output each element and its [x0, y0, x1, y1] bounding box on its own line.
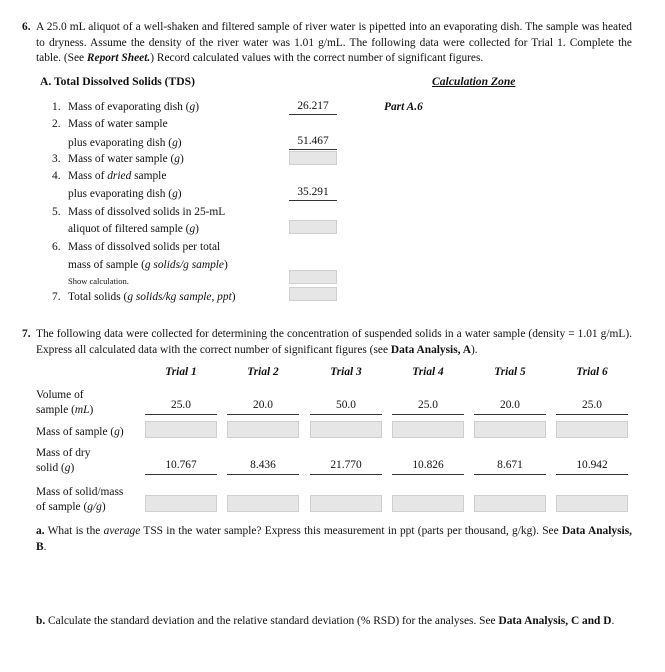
dry-solid-cell: 10.826	[412, 459, 444, 471]
volume-cell: 25.0	[582, 399, 602, 411]
dry-solid-cell: 10.942	[576, 459, 608, 471]
dry-solid-underline	[474, 474, 546, 475]
dry-solid-underline	[310, 474, 382, 475]
show-calculation-note: Show calculation.	[68, 276, 129, 286]
mass-answer-box[interactable]	[556, 421, 628, 438]
dry-solid-underline	[145, 474, 217, 475]
volume-cell: 50.0	[336, 399, 356, 411]
volume-underline	[556, 414, 628, 415]
question-6-text: A 25.0 mL aliquot of a well-shaken and filtered sample of river water is pipetted into an evaporating dish. The sample was heated to dryness. Assume the density of the river water was 1.01 g/mL. The following data were collected for Trial 1. Complete the table. (See Report Sheet.) Record calculated values with the correct number of significant figures.	[36, 21, 632, 64]
item-2-value: 51.467	[297, 135, 329, 147]
item-7: 7. Total solids (g solids/kg sample, ppt)	[52, 291, 236, 303]
item-2: 2. Mass of water sample	[52, 118, 168, 130]
dry-solid-cell: 21.770	[330, 459, 362, 471]
item-2-line2: plus evaporating dish (g)	[68, 137, 182, 149]
row-label-volume: Volume of sample (mL)	[36, 389, 94, 416]
section-heading: A. Total Dissolved Solids (TDS)	[40, 75, 195, 88]
item-4: 4. Mass of dried sample	[52, 170, 167, 182]
question-7-text: The following data were collected for determining the concentration of suspended solids in a water sample (density = 1.01 g/mL). Express all calculated data with the correct number of significant figures (see Data Analysis, A).	[36, 328, 632, 356]
question-6-prompt	[22, 20, 632, 67]
dry-solid-cell: 8.671	[497, 459, 523, 471]
item-1-value: 26.217	[297, 100, 329, 112]
trial-header: Trial 1	[165, 366, 197, 378]
mass-answer-box[interactable]	[145, 421, 217, 438]
ratio-answer-box[interactable]	[556, 495, 628, 512]
mass-answer-box[interactable]	[474, 421, 546, 438]
item-6: 6. Mass of dissolved solids per total	[52, 241, 221, 253]
ratio-answer-box[interactable]	[392, 495, 464, 512]
volume-underline	[310, 414, 382, 415]
row-label-mass: Mass of sample (g)	[36, 426, 124, 438]
volume-cell: 25.0	[171, 399, 191, 411]
volume-cell: 25.0	[418, 399, 438, 411]
volume-underline	[392, 414, 464, 415]
part-b-question: b. Calculate the standard deviation and the relative standard deviation (% RSD) for the analyses. See Data Analysis, C and D.	[36, 615, 615, 627]
row-label-ratio: Mass of solid/mass of sample (g/g)	[36, 486, 124, 513]
calculation-zone-label: Calculation Zone	[432, 75, 516, 88]
item-3-answer-box[interactable]	[289, 151, 337, 165]
dry-solid-underline	[556, 474, 628, 475]
item-3: 3. Mass of water sample (g)	[52, 153, 184, 165]
volume-cell: 20.0	[500, 399, 520, 411]
dry-solid-underline	[392, 474, 464, 475]
item-4-line2: plus evaporating dish (g)	[68, 188, 182, 200]
item-2-underline	[289, 149, 337, 150]
ratio-answer-box[interactable]	[145, 495, 217, 512]
item-4-value: 35.291	[297, 186, 329, 198]
question-number: 7.	[22, 328, 31, 340]
part-label: Part A.6	[384, 101, 423, 113]
part-a-question: a. What is the average TSS in the water sample? Express this measurement in ppt (parts per thousand, g/kg). See Data Analysis, B.	[36, 525, 632, 553]
mass-answer-box[interactable]	[310, 421, 382, 438]
item-5-answer-box[interactable]	[289, 220, 337, 234]
volume-underline	[474, 414, 546, 415]
item-7-answer-box[interactable]	[289, 287, 337, 301]
dry-solid-underline	[227, 474, 299, 475]
volume-underline	[145, 414, 217, 415]
item-6-line2: mass of sample (g solids/g sample)	[68, 259, 228, 271]
ratio-answer-box[interactable]	[227, 495, 299, 512]
item-5: 5. Mass of dissolved solids in 25-mL	[52, 206, 226, 218]
question-7-prompt	[22, 327, 632, 358]
question-number: 6.	[22, 21, 31, 33]
volume-underline	[227, 414, 299, 415]
trial-header: Trial 4	[412, 366, 444, 378]
item-4-underline	[289, 200, 337, 201]
item-6-answer-box[interactable]	[289, 270, 337, 284]
trial-header: Trial 5	[494, 366, 526, 378]
ratio-answer-box[interactable]	[474, 495, 546, 512]
trial-header: Trial 3	[330, 366, 362, 378]
mass-answer-box[interactable]	[392, 421, 464, 438]
volume-cell: 20.0	[253, 399, 273, 411]
mass-answer-box[interactable]	[227, 421, 299, 438]
trial-header: Trial 6	[576, 366, 608, 378]
item-1: 1. Mass of evaporating dish (g)	[52, 101, 199, 113]
item-5-line2: aliquot of filtered sample (g)	[68, 223, 199, 235]
row-label-dry-solid: Mass of dry solid (g)	[36, 447, 91, 474]
ratio-answer-box[interactable]	[310, 495, 382, 512]
dry-solid-cell: 8.436	[250, 459, 276, 471]
dry-solid-cell: 10.767	[165, 459, 197, 471]
trial-header: Trial 2	[247, 366, 279, 378]
item-1-underline	[289, 114, 337, 115]
